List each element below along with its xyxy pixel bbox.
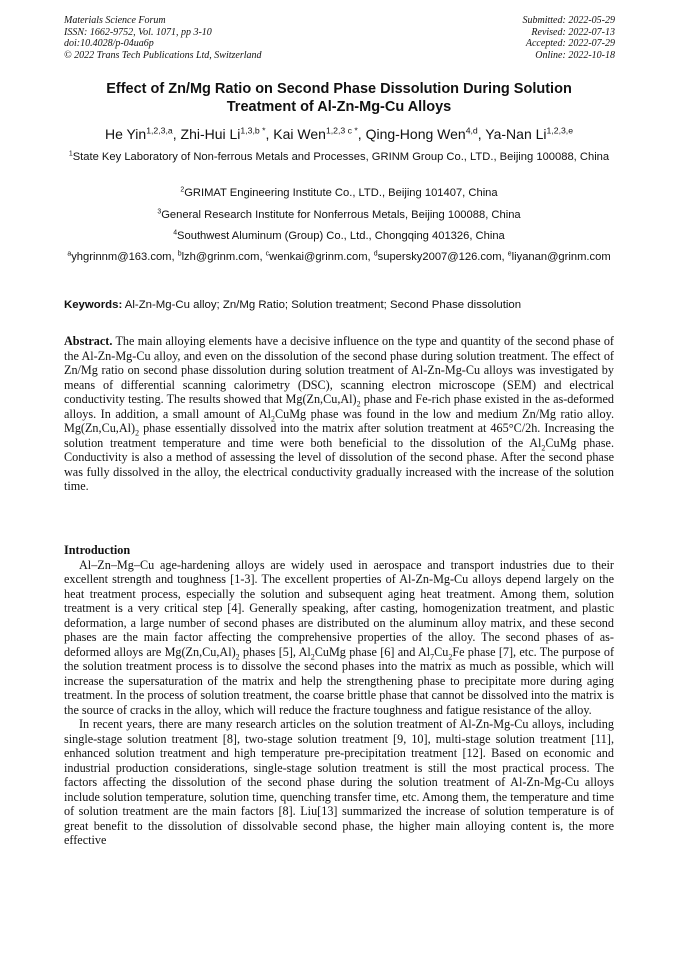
email-address[interactable]: supersky2007@126.com	[377, 251, 502, 263]
author	[273, 126, 365, 142]
submitted-date: Submitted: 2022-05-29	[522, 15, 615, 26]
accepted-date: Accepted: 2022-07-29	[525, 38, 615, 50]
email-list	[64, 250, 614, 264]
email-address[interactable]: lzh@grinm.com	[181, 251, 260, 263]
abstract-label: Abstract.	[64, 334, 113, 348]
affiliation-marker: 1	[68, 150, 73, 158]
author	[366, 126, 486, 142]
author-separator: ,	[357, 126, 366, 142]
email-marker: e	[507, 250, 512, 258]
email[interactable]	[178, 251, 260, 263]
subscript: 2	[541, 442, 546, 452]
affiliation-marker: 3	[157, 208, 162, 216]
email-marker: a	[67, 250, 72, 258]
email-marker: c	[265, 250, 270, 258]
email-address[interactable]: yhgrinnm@163.com	[71, 251, 172, 263]
author-affiliation-marker: 1,2,3 c *	[325, 125, 358, 136]
subscript: 2	[356, 399, 361, 409]
affiliation	[64, 186, 614, 200]
author-name: Zhi-Hui Li	[180, 126, 241, 142]
author-list	[40, 125, 638, 143]
email[interactable]	[67, 251, 171, 263]
affiliation-marker: 4	[173, 229, 178, 237]
author-affiliation-marker: 1,2,3,e	[546, 125, 574, 136]
affiliation-text: Southwest Aluminum (Group) Co., Ltd., Chongqing 401326, China	[177, 230, 505, 242]
author-name: He Yin	[104, 126, 147, 142]
email-separator: ,	[259, 251, 266, 263]
author	[485, 126, 573, 142]
keywords	[64, 298, 620, 312]
author-separator: ,	[265, 126, 274, 142]
email-marker: b	[177, 250, 182, 258]
author-name: Ya-Nan Li	[485, 126, 547, 142]
abstract-body: The main alloying elements have a decisive influence on the type and quantity of the second phase of the Al-Zn-Mg-Cu alloy, and even on the dissolution of the second phase during solution treatment. The effect of Zn/Mg ratio on second phase dissolution during solution treatment of Al-Zn-Mg-Cu alloys was investigated by means of differential scanning calorimetry (DSC), scanning electron microscope (SEM) and electrical conductivity testing. The results showed that $Mg(Zn,Cu,Al)_2$ phase and Fe-rich phase existed in the as-deformed alloys. In addition, a small amount of $Al_2CuMg$ phase was found in the low and medium Zn/Mg ratio alloy. $Mg(Zn,Cu,Al)_2$ phase essentially dissolved into the matrix after solution treatment at 465°C/2h. Increasing the solution treatment temperature and time were both beneficial to the dissolution of the $Al_2CuMg$ phase. Conductivity is also a method of assessing the level of dissolution of the second phase. After the second phase was fully dissolved in the alloy, the electrical conductivity gradually increased with the increase of the solution time.	[64, 334, 615, 493]
author-affiliation-marker: 1,3,b *	[240, 125, 266, 136]
subscript: 2	[448, 651, 453, 661]
affiliation	[64, 229, 614, 243]
subscript: 2	[235, 651, 240, 661]
paper-title	[66, 80, 612, 116]
section-heading: Introduction	[64, 543, 131, 557]
email-marker: d	[373, 250, 378, 258]
abstract	[64, 334, 614, 494]
affiliation	[64, 150, 614, 164]
copyright-line: © 2022 Trans Tech Publications Ltd, Switzerland	[64, 49, 262, 61]
author-affiliation-marker: 4,d	[465, 125, 478, 136]
subscript: 7	[430, 651, 435, 661]
affiliation-text: General Research Institute for Nonferrous Metals, Beijing 100088, China	[161, 209, 521, 221]
online-date: Online: 2022-10-18	[535, 49, 615, 61]
introduction-section	[64, 543, 614, 848]
email[interactable]	[374, 251, 502, 263]
subscript: 2	[310, 651, 315, 661]
subscript: 2	[271, 413, 275, 423]
doi-line[interactable]: doi:10.4028/p-04ua6p	[64, 38, 154, 50]
keywords-label: Keywords:	[64, 299, 123, 311]
title-line-2: Treatment of Al-Zn-Mg-Cu Alloys	[226, 99, 452, 115]
author-name: Kai Wen	[273, 126, 326, 142]
journal-name: Materials Science Forum	[64, 15, 166, 26]
affiliation-marker: 2	[180, 186, 185, 194]
issn-line: ISSN: 1662-9752, Vol. 1071, pp 3-10	[64, 26, 212, 38]
author-separator: ,	[172, 126, 181, 142]
paragraph: In recent years, there are many research articles on the solution treatment of Al-Zn-Mg-Cu alloys, including single-stage solution treatment [8], two-stage solution treatment [9, 10], multi-stage solution treatment [11], enhanced solution treatment and high temperature pre-precipitation treatment [12]. Based on economic and industrial production considerations, single-stage solution treatment is still the most practical process. The factors affecting the dissolution of the second phase during the solution treatment of Al-Zn-Mg-Cu alloys include solution temperature, solution time, quenching transfer time, etc. Among them, the temperature and time of solution treatment are the main factors [8]. Liu[13] summarized the increase of solution temperature is of great benefit to the dissolution of dissolvable second phase, the higher main alloying content is, the more effective	[64, 717, 614, 847]
author-separator: ,	[477, 126, 486, 142]
email-separator: ,	[367, 251, 374, 263]
submission-dates	[523, 15, 616, 61]
journal-info	[64, 15, 262, 61]
affiliation-text: State Key Laboratory of Non-ferrous Metals and Processes, GRINM Group Co., LTD., Beijing 100088, China	[72, 151, 610, 163]
affiliation-text: GRIMAT Engineering Institute Co., LTD., Beijing 101407, China	[184, 187, 498, 199]
subscript: 2	[135, 428, 140, 438]
paragraph: Al–Zn–Mg–Cu age-hardening alloys are widely used in aerospace and transport industries due to their excellent strength and toughness [1-3]. The excellent properties of Al-Zn-Mg-Cu alloys depend largely on the heat treatment process, especially the solution and subsequent aging heat treatment. Among them, solution treatment is a very critical step [4]. Generally speaking, after casting, homogenization treatment, and plastic deformation, a large number of second phases are distributed on the aluminum alloy matrix, and these second phases are the main factor affecting the comprehensive properties of the alloy. The second phases of as-deformed alloys are $Mg(Zn,Cu,Al)_2$ phases [5], $Al_2CuMg$ phase [6] and $Al_7Cu_2Fe$ phase [7], etc. The purpose of the solution treatment process is to dissolve the second phases into the matrix as much as possible, which will increase the supersaturation of the matrix and help the strengthening phase to precipitate more during aging treatment. In the process of solution treatment, the coarse brittle phase that cannot be dissolved into the matrix is the source of cracks in the alloy, which will reduce the fracture toughness and fatigue resistance of the alloy.	[64, 557, 614, 717]
author	[181, 126, 274, 142]
email-address[interactable]: liyanan@grinm.com	[511, 251, 611, 263]
author-name: Qing-Hong Wen	[365, 126, 466, 142]
email-separator: ,	[171, 251, 178, 263]
author-affiliation-marker: 1,2,3,a	[146, 125, 173, 136]
revised-date: Revised: 2022-07-13	[531, 26, 615, 38]
email-address[interactable]: wenkai@grinm.com	[269, 251, 368, 263]
title-line-1: Effect of Zn/Mg Ratio on Second Phase Dissolution During Solution	[106, 81, 572, 97]
author	[105, 126, 181, 142]
affiliation	[64, 208, 614, 222]
email[interactable]	[508, 251, 611, 263]
email-separator: ,	[501, 251, 508, 263]
keywords-text: Al-Zn-Mg-Cu alloy; Zn/Mg Ratio; Solution treatment; Second Phase dissolution	[122, 299, 522, 311]
email[interactable]	[266, 251, 368, 263]
